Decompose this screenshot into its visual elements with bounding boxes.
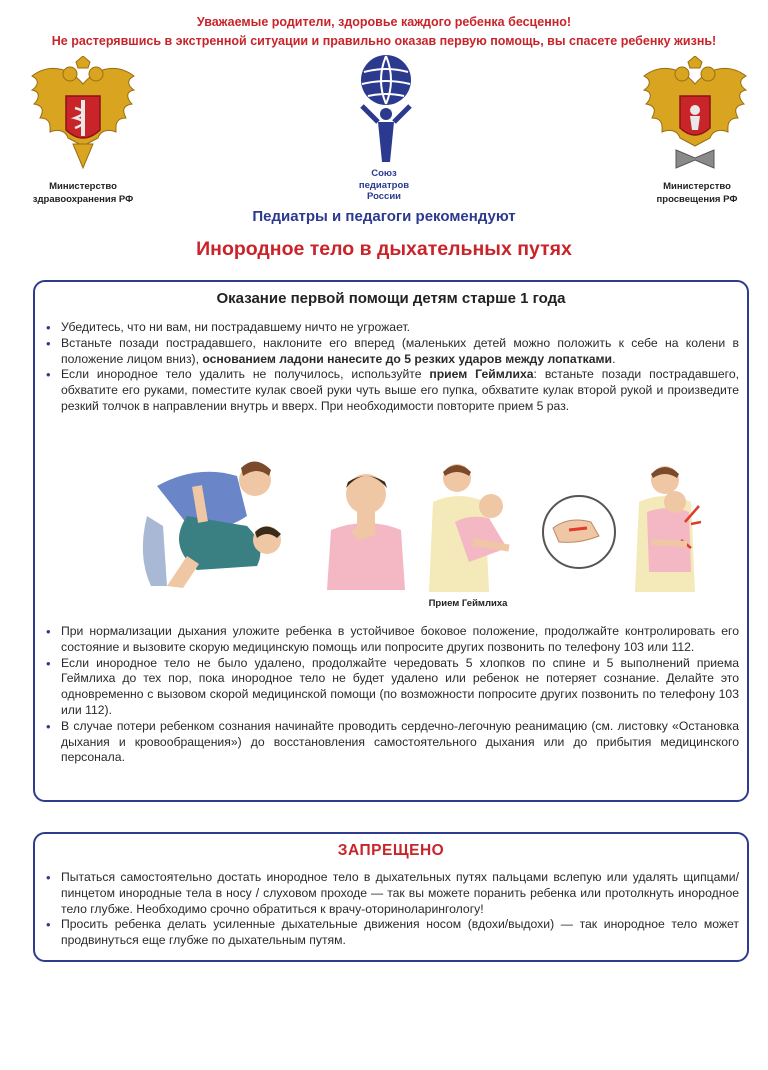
choking-child-illustration [321,460,411,590]
recommend-heading: Педиатры и педагоги рекомендуют [252,208,516,225]
ministry-health-emblem-icon [28,56,138,174]
list-item: • Просить ребенка делать усиленные дыхательные движения носом (вдохи/выдохи) — так инородное тело может продвинуться еще глубже по дыхательным путям. [45,917,739,949]
forbidden-list [45,870,739,949]
heimlich-caption: Прием Геймлиха [428,598,508,609]
header-line-1: Уважаемые родители, здоровье каждого ребенка бесценно! [196,15,572,29]
back-blows-illustration [127,446,297,596]
globe-figure-logo-icon [356,52,416,170]
first-aid-list-top [45,320,739,415]
list-item: • Встаньте позади пострадавшего, наклоните его вперед (маленьких детей можно положить к себе на колени в положение лицом вниз), основанием ладони нанесите до 5 резких ударов между лопатками. [45,336,739,368]
list-item: • При нормализации дыхания уложите ребенка в устойчивое боковое положение, продолжайте контролировать его состояние и вызовите скорую медицинскую помощь или попросите других позвонить по телефону 103 или 112. [45,624,739,656]
union-pediatricians-label: Союз педиатров России [358,168,410,202]
heimlich-maneuver-illustration [429,462,719,592]
list-item: • В случае потери ребенком сознания начинайте проводить сердечно-легочную реанимацию (см. листовку «Остановка дыхания и кровообращения») до восстановления самостоятельного дыхания или до прибытия медицинского персонала. [45,719,739,766]
first-aid-list-bottom [45,624,739,766]
list-item: • Убедитесь, что ни вам, ни пострадавшему ничто не угрожает. [45,320,739,336]
forbidden-heading: ЗАПРЕЩЕНО [337,842,445,859]
first-aid-heading: Оказание первой помощи детям старше 1 года [216,290,566,307]
first-aid-panel [33,280,749,802]
forbidden-panel [33,832,749,962]
page-title: Инородное тело в дыхательных путях [196,238,572,260]
list-item: • Пытаться самостоятельно достать инородное тело в дыхательных путях пальцами вслепую или удалять щипцами/пинцетом инородные тела в носу / слуховом проходе — так вы можете поранить ребенка или протолкнуть инородное тело глубже. Необходимо срочно обратиться к врачу-оториноларингологу! [45,870,739,917]
list-item: • Если инородное тело удалить не получилось, используйте прием Геймлиха: встаньте позади пострадавшего, обхватите его руками, поместите кулак своей руки чуть выше его пупка, обхватите кулак второй рукой и произведите резкий толчок в направлении внутрь и вверх. При необходимости повторите прием 5 раз. [45,367,739,414]
list-item: • Если инородное тело не было удалено, продолжайте чередовать 5 хлопков по спине и 5 выполнений приема Геймлиха до тех пор, пока инородное тело не будет удалено или ребенок не потеряет сознание. Делайте это одновременно с вызовом скорой медицинской помощи (по возможности попросите других позвонить по телефону 103 или 112). [45,656,739,719]
ministry-education-label: Министерство просвещения РФ [656,181,738,205]
ministry-health-label: Министерство здравоохранения РФ [32,181,134,205]
header-line-2: Не растерявшись в экстренной ситуации и правильно оказав первую помощь, вы спасете ребенку жизнь! [51,34,717,48]
ministry-education-emblem-icon [640,56,750,174]
